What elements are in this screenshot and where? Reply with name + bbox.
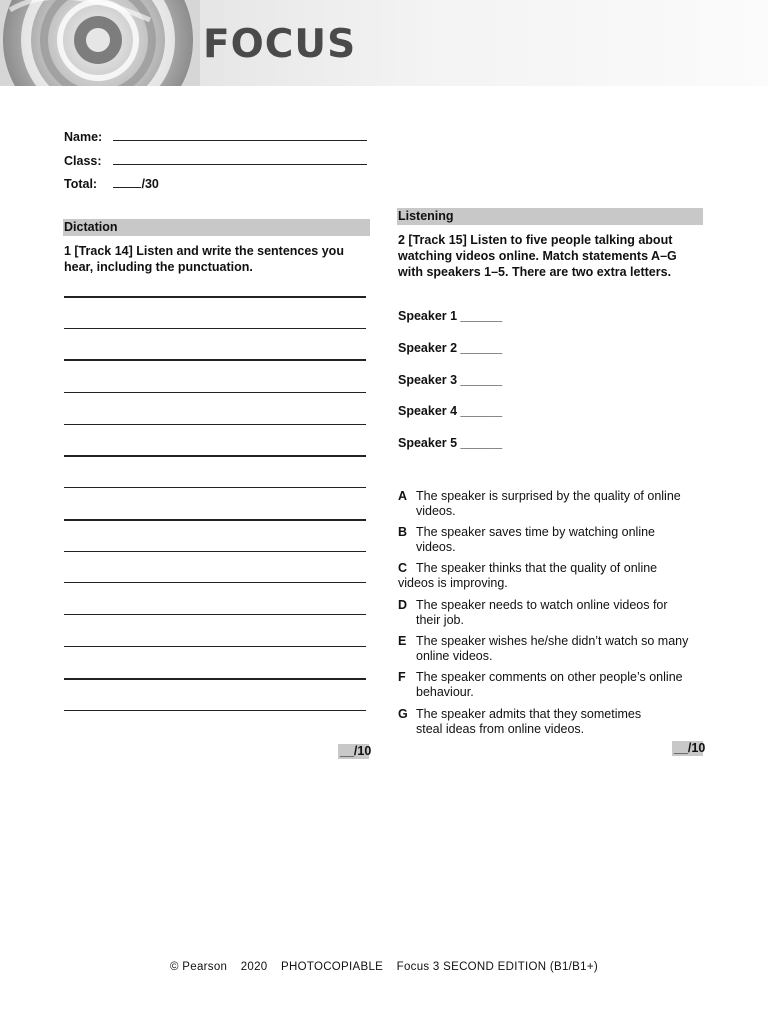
statement-text: The speaker is surprised by the quality of online <box>416 489 681 503</box>
dictation-score: __/10 <box>340 744 372 758</box>
footer-photocopiable: PHOTOCOPIABLE <box>281 961 384 973</box>
answer-line[interactable] <box>64 678 366 680</box>
class-row <box>64 153 367 168</box>
statement-letter: E <box>398 634 407 648</box>
answer-line[interactable] <box>64 487 366 488</box>
name-field[interactable] <box>113 129 367 141</box>
statement-f <box>398 670 708 700</box>
statement-letter: G <box>398 707 408 721</box>
speaker-answer[interactable]: Speaker 4 ______ <box>398 404 503 418</box>
total-field[interactable] <box>113 176 141 188</box>
statement-text: The speaker saves time by watching online <box>416 525 656 539</box>
listening-instruction: 2 [Track 15] Listen to five people talking about watching videos online. Match statements A–G with speakers 1–5. There are two extra letters. <box>398 233 677 279</box>
statement-e <box>398 634 708 664</box>
statement-text: The speaker comments on other people’s online <box>416 670 683 684</box>
answer-line[interactable] <box>64 519 366 521</box>
speaker-answer[interactable]: Speaker 2 ______ <box>398 341 503 355</box>
lens-graphic-icon <box>0 0 200 86</box>
statement-d <box>398 598 708 628</box>
statement-g <box>398 707 708 737</box>
answer-line[interactable] <box>64 455 366 457</box>
statement-text-cont: videos. <box>416 504 456 518</box>
statement-text-cont: online videos. <box>416 649 493 663</box>
footer <box>0 961 768 973</box>
statement-letter: D <box>398 598 408 612</box>
statement-text-cont: videos. <box>416 540 456 554</box>
statement-text: The speaker admits that they sometimes <box>416 707 642 721</box>
speaker-answer[interactable]: Speaker 5 ______ <box>398 436 503 450</box>
statement-a <box>398 489 708 519</box>
statement-text: The speaker needs to watch online videos for <box>416 598 668 612</box>
speaker-answer[interactable]: Speaker 1 ______ <box>398 309 503 323</box>
dictation-heading: Dictation <box>63 219 370 236</box>
name-row <box>64 129 367 144</box>
name-label: Name: <box>64 130 103 144</box>
statement-b <box>398 525 708 555</box>
statement-letter: B <box>398 525 408 539</box>
answer-line[interactable] <box>64 710 366 711</box>
statement-text-cont: videos is improving. <box>398 576 508 590</box>
answer-line[interactable] <box>64 424 366 425</box>
answer-line[interactable] <box>64 582 366 583</box>
listening-score: __/10 <box>674 741 706 755</box>
answer-line[interactable] <box>64 646 366 647</box>
total-max: /30 <box>141 177 159 191</box>
statement-text-cont: their job. <box>416 613 464 627</box>
statement-letter: F <box>398 670 406 684</box>
speaker-answer[interactable]: Speaker 3 ______ <box>398 373 503 387</box>
statement-text: The speaker thinks that the quality of online <box>416 561 658 575</box>
answer-line[interactable] <box>64 328 366 329</box>
listening-heading: Listening <box>397 208 703 225</box>
total-row <box>64 176 159 191</box>
header-banner <box>0 0 768 86</box>
statement-text-cont: behaviour. <box>416 685 474 699</box>
statement-text-cont: steal ideas from online videos. <box>416 722 585 736</box>
answer-line[interactable] <box>64 551 366 552</box>
answer-line[interactable] <box>64 392 366 393</box>
class-field[interactable] <box>113 153 367 165</box>
footer-year: 2020 <box>240 961 268 973</box>
answer-line[interactable] <box>64 614 366 615</box>
footer-copyright: © Pearson <box>170 961 228 973</box>
answer-line[interactable] <box>64 359 366 361</box>
statement-text: The speaker wishes he/she didn’t watch so many <box>416 634 689 648</box>
class-label: Class: <box>64 154 102 168</box>
statement-c <box>398 561 708 591</box>
statement-letter: C <box>398 561 408 575</box>
dictation-instruction: 1 [Track 14] Listen and write the sentences you hear, including the punctuation. <box>64 244 344 274</box>
brand-logo: FOCUS <box>203 22 357 67</box>
footer-edition: Focus 3 SECOND EDITION (B1/B1+) <box>396 961 598 973</box>
statement-letter: A <box>398 489 408 503</box>
total-label: Total: <box>64 177 98 191</box>
answer-line[interactable] <box>64 296 366 298</box>
